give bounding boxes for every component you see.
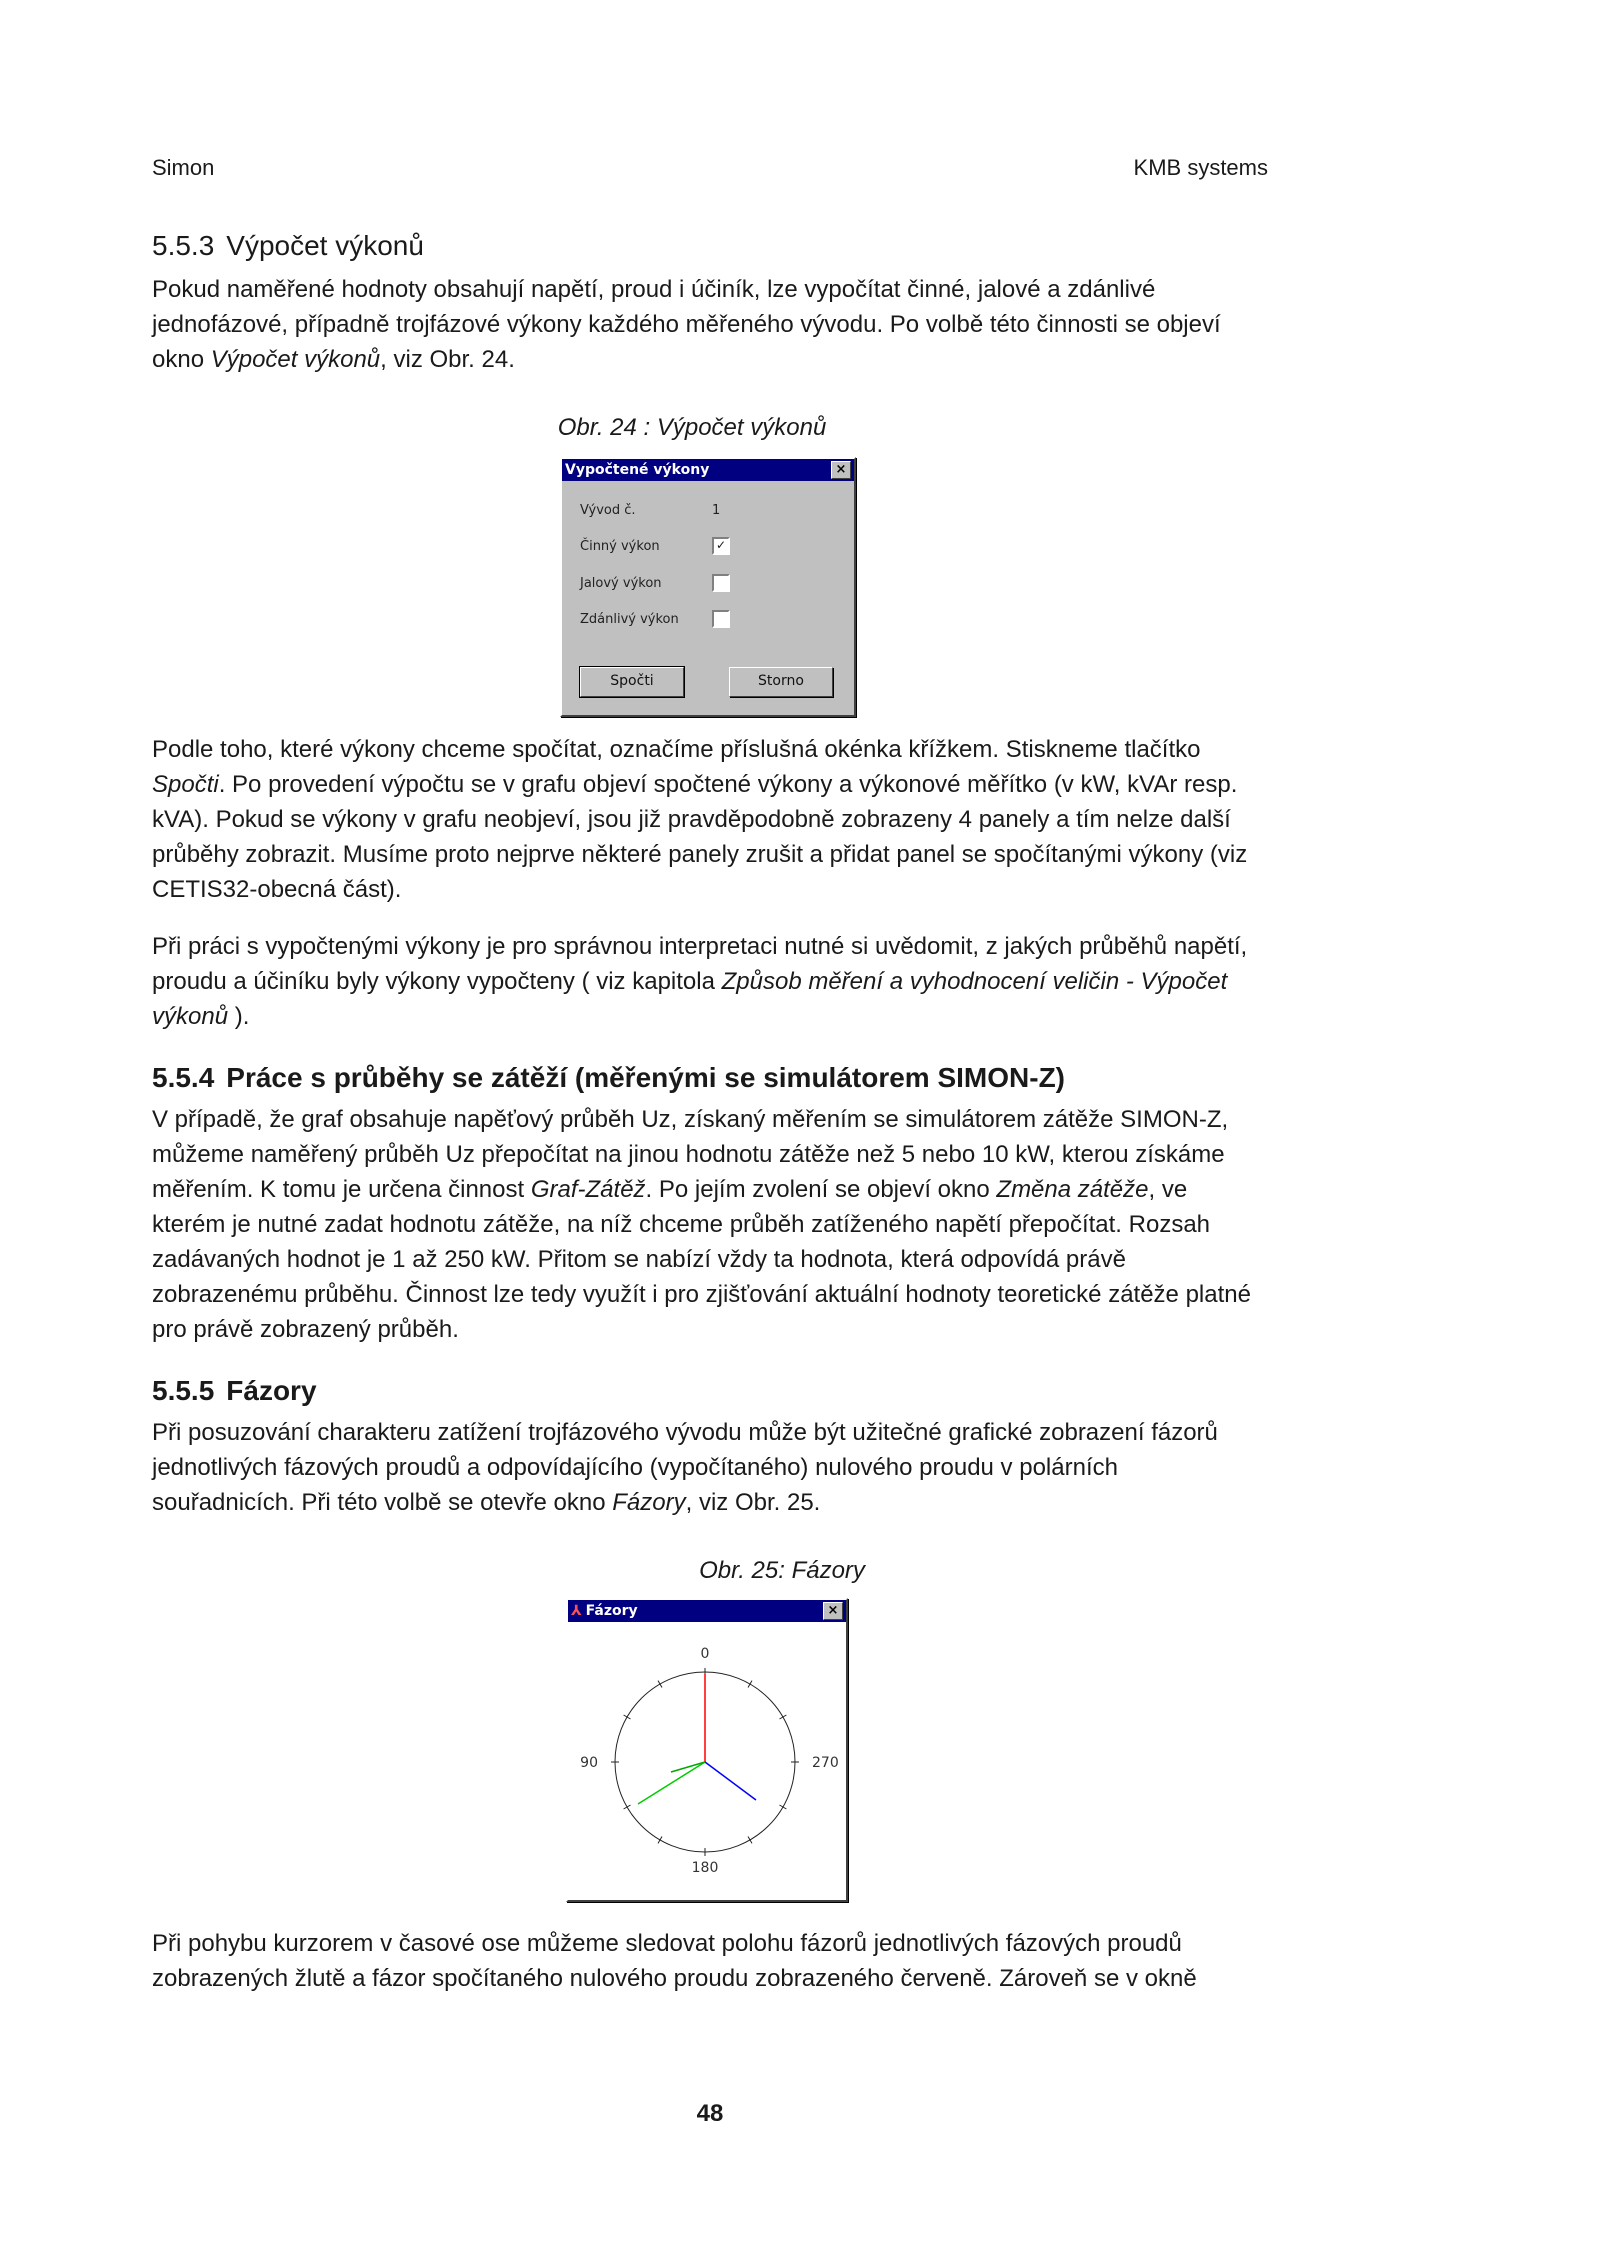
tick-mark [624,1805,631,1809]
close-icon[interactable]: × [823,1602,843,1620]
page-number: 48 [696,2100,724,2127]
reactive-power-label: Jalový výkon [580,576,662,591]
dialog-titlebar [562,459,854,481]
section-heading-555 [152,1373,1262,1409]
label-270: 270 [812,1755,839,1771]
paragraph [152,272,1262,377]
label-0: 0 [700,1646,710,1662]
paragraph: Při pohybu kurzorem v časové ose můžeme sledovat polohu fázorů jednotlivých fázových proudů zobrazených žlutě a fázor spočítaného nulového proudu zobrazeného červeně. Zároveň se v okně [152,1930,1197,1992]
header-left: Simon [152,155,215,180]
compute-button[interactable]: Spočti [580,667,684,697]
close-icon[interactable]: × [831,461,851,479]
section-number: 5.5.3 [152,230,215,261]
text: Při práci s vypočtenými výkony je pro správnou interpretaci nutné si uvědomit, z jakých průběhů napětí, proudu a účiníku byly výkony vypočteny ( viz kapitola [152,933,1248,995]
active-power-label: Činný výkon [580,539,660,554]
apparent-power-label: Zdánlivý výkon [580,612,679,627]
reactive-power-checkbox[interactable] [712,574,730,592]
italic-text: Graf-Zátěž [530,1176,646,1203]
vyvod-label: Vývod č. [580,503,636,518]
section-number: 5.5.4 [152,1062,215,1093]
italic-text: Změna zátěže [996,1176,1149,1203]
text: , viz Obr. 24. [380,346,515,373]
vyvod-value: 1 [712,503,721,518]
text: . Po provedení výpočtu se v grafu objeví spočtené výkony a výkonové měřítko (v kW, kVAr resp. kVA). Pokud se výkony v grafu neobjeví, jsou již pravděpodobně zobrazeny 4 panely a tím nelze další průběhy zobrazit. Musíme proto nejprve některé panely zrušit a přidat panel se spočítanými výkony (viz CETIS32-obecná část). [152,771,1248,903]
section-title: Práce s průběhy se zátěží (měřenými se simulátorem SIMON-Z) [226,1062,1066,1093]
figure-24 [152,457,1262,732]
text: . Po jejím zvolení se objeví okno [645,1176,997,1203]
figure-caption: Obr. 25: Fázory [699,1557,865,1584]
text: V případě, že graf obsahuje napěťový průběh Uz, získaný měřením se simulátorem zátěže SIMON-Z, můžeme naměřený průběh Uz přepočítat na jinou hodnotu zátěže než 5 nebo 10 kW, kterou získáme měřením. K tomu je určena činnost [152,1106,1229,1203]
blue-phasor [705,1762,756,1800]
figure-25 [152,1598,1262,1916]
text: , ve kterém je nutné zadat hodnotu zátěže, na níž chceme průběh zatíženého napětí přepočítat. Rozsah zadávaných hodnot je 1 až 250 kW. Přitom se nabízí vždy ta hodnota, která odpovídá právě zobrazenému průběhu. Činnost lze tedy využít i pro zjišťování aktuální hodnoty teoretické zátěže platné pro právě zobrazený průběh. [152,1176,1251,1343]
text: , viz Obr. 25. [685,1489,821,1516]
tick-mark [748,1681,752,1688]
paragraph [152,1102,1262,1347]
tick-mark [658,1836,662,1843]
green-phasor-short [671,1762,705,1772]
header-right: KMB systems [1133,155,1268,180]
label-180: 180 [691,1860,719,1876]
italic-text: Fázory [612,1489,686,1516]
text: Pokud naměřené hodnoty obsahují napětí, proud i účiník, lze vypočítat činné, jalové a zdánlivé jednofázové, případně trojfázové výkony každého měřeného vývodu. Po volbě této činnosti se objeví okno [152,276,1221,373]
paragraph [152,1415,1262,1520]
paragraph [152,732,1262,907]
section-title: Výpočet výkonů [226,230,424,261]
section-number: 5.5.5 [152,1375,215,1406]
cancel-button[interactable]: Storno [729,667,833,697]
italic-text: Spočti [152,771,219,798]
tick-mark [624,1715,631,1719]
phasor-diagram [568,1622,842,1896]
tick-mark [779,1805,786,1809]
text: Při posuzování charakteru zatížení trojfázového vývodu může být užitečné grafické zobrazení fázorů jednotlivých fázových proudů a odpovídajícího (vypočítaného) nulového proudu v polárních souřadnicích. Při této volbě se otevře okno [152,1419,1218,1516]
text: Podle toho, které výkony chceme spočítat, označíme příslušná okénka křížkem. Stiskneme tlačítko [152,736,1201,763]
italic-text: Způsob měření a vyhodnocení veličin - Výpočet výkonů [152,968,1228,1030]
section-title: Fázory [226,1375,317,1406]
dialog-titlebar [568,1600,846,1622]
tick-mark [748,1836,752,1843]
green-phasor [638,1762,705,1804]
page-content [152,228,1262,2018]
power-calc-dialog [560,457,856,717]
section-heading-553 [152,228,1262,264]
figure-caption: Obr. 24 : Výpočet výkonů [557,414,827,441]
section-heading-554 [152,1060,1262,1096]
phasor-dialog [566,1598,848,1902]
dialog-title: Vypočtené výkony [565,462,710,478]
phasor-app-icon: ⅄ [571,1603,582,1619]
active-power-checkbox[interactable]: ✓ [712,537,730,555]
text: ). [228,1003,250,1030]
paragraph [152,929,1262,1034]
tick-mark [658,1681,662,1688]
tick-mark [779,1715,786,1719]
label-90: 90 [580,1755,598,1771]
italic-text: Výpočet výkonů [210,346,381,373]
dialog-title: Fázory [585,1603,638,1619]
apparent-power-checkbox[interactable] [712,610,730,628]
